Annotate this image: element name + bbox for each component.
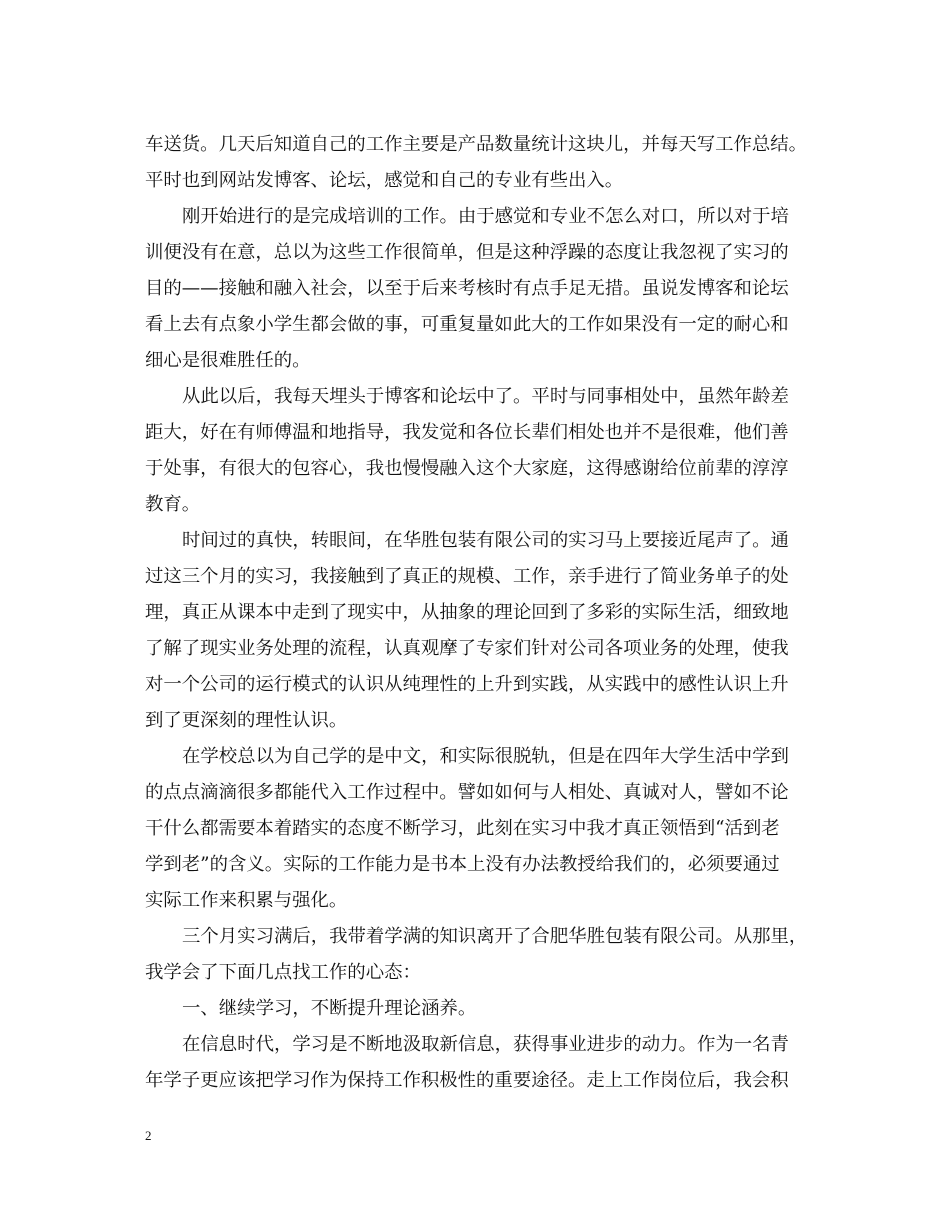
text-line: 目的——接触和融入社会，以至于后来考核时有点手足无措。虽说发博客和论坛 [145, 278, 789, 299]
text-line: 于处事，有很大的包容心，我也慢慢融入这个大家庭，这得感谢给位前辈的淳淳 [145, 458, 789, 479]
text-line: 到了更深刻的理性认识。 [145, 710, 348, 731]
document-body [145, 127, 810, 1099]
text-line: 时间过的真快，转眼间，在华胜包装有限公司的实习马上要接近尾声了。通 [182, 530, 789, 551]
text-line: 我学会了下面几点找工作的心态： [145, 962, 421, 983]
text-line: 理，真正从课本中走到了现实中，从抽象的理论回到了多彩的实际生活，细致地 [145, 602, 789, 623]
text-line: 学到老”的含义。实际的工作能力是书本上没有办法教授给我们的，必须要通过 [145, 854, 780, 875]
text-line: 一、继续学习，不断提升理论涵养。 [182, 998, 477, 1019]
text-line: 训便没有在意，总以为这些工作很简单，但是这种浮躁的态度让我忽视了实习的 [145, 242, 789, 263]
text-line: 看上去有点象小学生都会做的事，可重复量如此大的工作如果没有一定的耐心和 [145, 314, 789, 335]
text-line: 教育。 [145, 494, 201, 515]
text-line: 过这三个月的实习，我接触到了真正的规模、工作，亲手进行了简业务单子的处 [145, 566, 789, 587]
text-line: 细心是很难胜任的。 [145, 350, 311, 371]
text-line: 从此以后，我每天埋头于博客和论坛中了。平时与同事相处中，虽然年龄差 [182, 386, 789, 407]
text-line: 干什么都需要本着踏实的态度不断学习，此刻在实习中我才真正领悟到“活到老 [145, 818, 780, 839]
text-line: 了解了现实业务处理的流程，认真观摩了专家们针对公司各项业务的处理，使我 [145, 638, 789, 659]
text-line: 平时也到网站发博客、论坛，感觉和自己的专业有些出入。 [145, 170, 624, 191]
text-line: 实际工作来积累与强化。 [145, 890, 348, 911]
text-line: 年学子更应该把学习作为保持工作积极性的重要途径。走上工作岗位后，我会积 [145, 1070, 789, 1091]
text-line: 在信息时代，学习是不断地汲取新信息，获得事业进步的动力。作为一名青 [182, 1034, 789, 1055]
text-line: 距大，好在有师傅温和地指导，我发觉和各位长辈们相处也并不是很难，他们善 [145, 422, 789, 443]
text-line: 三个月实习满后，我带着学满的知识离开了合肥华胜包装有限公司。从那里， [182, 926, 808, 947]
text-line: 车送货。几天后知道自己的工作主要是产品数量统计这块儿，并每天写工作总结。 [145, 134, 808, 155]
text-line: 刚开始进行的是完成培训的工作。由于感觉和专业不怎么对口，所以对于培 [182, 206, 789, 227]
text-line: 对一个公司的运行模式的认识从纯理性的上升到实践，从实践中的感性认识上升 [145, 674, 789, 695]
text-line: 在学校总以为自己学的是中文，和实际很脱轨，但是在四年大学生活中学到 [182, 746, 789, 767]
page-number: 2 [145, 1128, 152, 1143]
text-line: 的点点滴滴很多都能代入工作过程中。譬如如何与人相处、真诚对人，譬如不论 [145, 782, 789, 803]
